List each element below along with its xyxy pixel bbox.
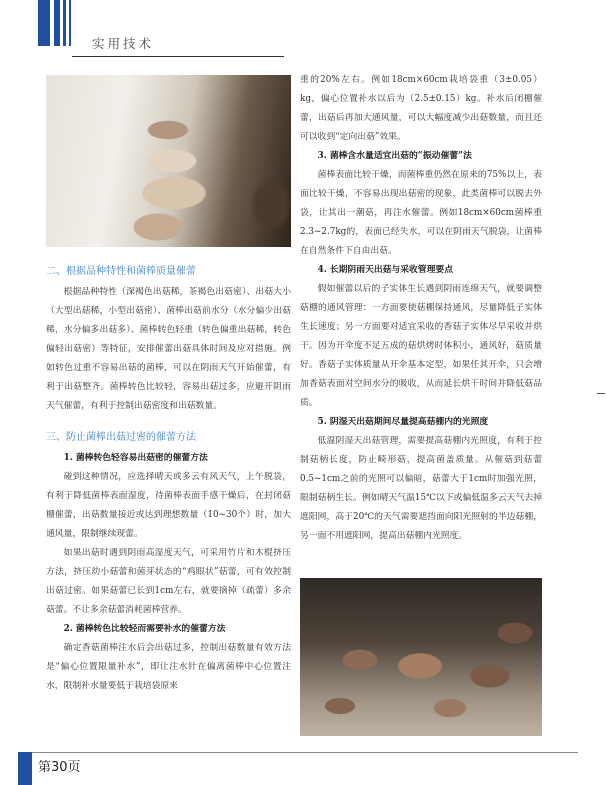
paragraph-5: 低温阴湿天出菇管理，需要提高菇棚内光照度，有利于控制菇柄长度，防止畸形菇，提高菌盖质量。从催菇到菇蕾0.5~1cm之前的光照可以偏暗，菇蕾大于1cm时加强光照，限制菇柄生长。例如晴天气温15℃以下或偏低温多云天气去掉遮阳网，高于20℃的天气需要遮挡面向阳光照射的半边菇棚，另一面不用遮阳网，提高出菇棚内光照度。 <box>300 436 542 541</box>
footer-blue-bar <box>18 752 32 785</box>
paragraph-2-continued: 重的20%左右。例如18cm×60cm栽培袋重（3±0.05）kg，偏心位置补水以后为（2.5±0.15）kg。补水后闭棚催蕾，出菇后再加大通风量，可以大幅度减少出菇数量，而且还可以收到“定向出菇”效果。 <box>300 75 542 142</box>
subheading-5: 5. 阴湿天出菇期间尽量提高菇棚内的光照度 <box>317 417 489 427</box>
header-divider <box>72 56 284 57</box>
page-number: 第30页 <box>38 760 81 775</box>
left-column <box>46 258 291 696</box>
header-blue-bar-2 <box>54 0 60 46</box>
paragraph-1b: 如果出菇时遇到阴雨高湿度天气，可采用竹片和木棍挤压方法，挤压幼小菇蕾和菌芽状态的“鸡眼状”菇蕾，可有效控制出菇过密。如果菇蕾已长到1cm左右，就要摘掉（疏蕾）多余菇蕾。不让多余菇蕾消耗菌棒营养。 <box>46 548 291 615</box>
header-blue-bar-4 <box>69 0 71 46</box>
page-edge-mark <box>597 393 605 394</box>
shiitake-mushrooms-cluster-icon <box>300 578 542 736</box>
subheading-4: 4. 长期阴雨天出菇与采收管理要点 <box>317 265 453 275</box>
paragraph-3: 菌棒表面比较干燥，而菌棒重仍然在原来的75%以上，表面比较干燥，不容易出现出菇密的现象，此类菌棒可以脱去外袋，让其出一潮菇，再注水催蕾。例如18cm×60cm菌棒重2.3~2.7kg的，表面已经失水，可以在阴雨天气脱袋，让菌棒在自然条件下自由出菇。 <box>300 170 542 256</box>
right-column <box>300 71 542 546</box>
header-blue-bar-1 <box>38 0 50 46</box>
subheading-3: 3. 菌棒含水量适宜出菇的“振动催蕾”法 <box>317 151 472 161</box>
paragraph-2a: 确定香菇菌棒注水后会出菇过多，控制出菇数量有效方法是“偏心位置限量补水”，即让注水针在偏离菌棒中心位置注水，限制补水量要低于栽培袋原来 <box>46 643 291 691</box>
section-title: 实用技术 <box>92 36 155 51</box>
paragraph-section-2: 根据品种特性（深褐色出菇稀，茶褐色出菇密）、出菇大小（大型出菇稀，小型出菇密）、菌棒出菇前水分（水分偏少出菇稀，水分偏多出菇多）、菌棒转色轻重（转色偏重出菇稀，转色偏轻出菇密）等特征，安排催蕾出菇具体时间及应对措施。例如转色过重不容易出菇的菌棒，可以在阴雨天气开始催蕾，有利于出菇整齐。菌棒转色比较轻，容易出菇过多，应避开阴雨天气催蕾，有利于控制出菇密度和出菇数量。 <box>46 287 291 411</box>
subheading-2: 2. 菌棒转色比较轻而需要补水的催蕾方法 <box>63 624 226 634</box>
header-blue-bar-3 <box>63 0 66 46</box>
heading-section-3: 三、防止菌棒出菇过密的催蕾方法 <box>46 432 196 443</box>
paragraph-4: 假如催蕾以后的子实体生长遇到阴雨连绵天气，就要调整菇棚的通风管理：一方面要使菇棚保持通风，尽量降低子实体生长速度；另一方面要对适宜采收的香菇子实体尽早采收并烘干。因为开伞度不足五成的菇烘烤时体积小，通风好，菇质量好。香菇子实体质量从开伞基本定型，如果任其开伞，只会增加香菇表面对空间水分的吸收，从而延长烘干时间并降低菇品质。 <box>300 284 542 408</box>
shiitake-mushrooms-on-log-icon <box>46 75 291 247</box>
subheading-1: 1. 菌棒转色轻容易出菇密的催蕾方法 <box>63 453 208 463</box>
paragraph-1a: 碰到这种情况，应选择晴天或多云有风天气，上午脱袋，有利于降低菌棒表面湿度，待菌棒表面手感干燥后，在封闭菇棚催蕾，出菇数量接近或达到理想数量（10~30个）时，加大通风量，限制继续现蕾。 <box>46 472 291 539</box>
heading-section-2: 二、根据品种特性和菌棒质量催蕾 <box>46 266 196 277</box>
footer-divider <box>18 752 578 753</box>
